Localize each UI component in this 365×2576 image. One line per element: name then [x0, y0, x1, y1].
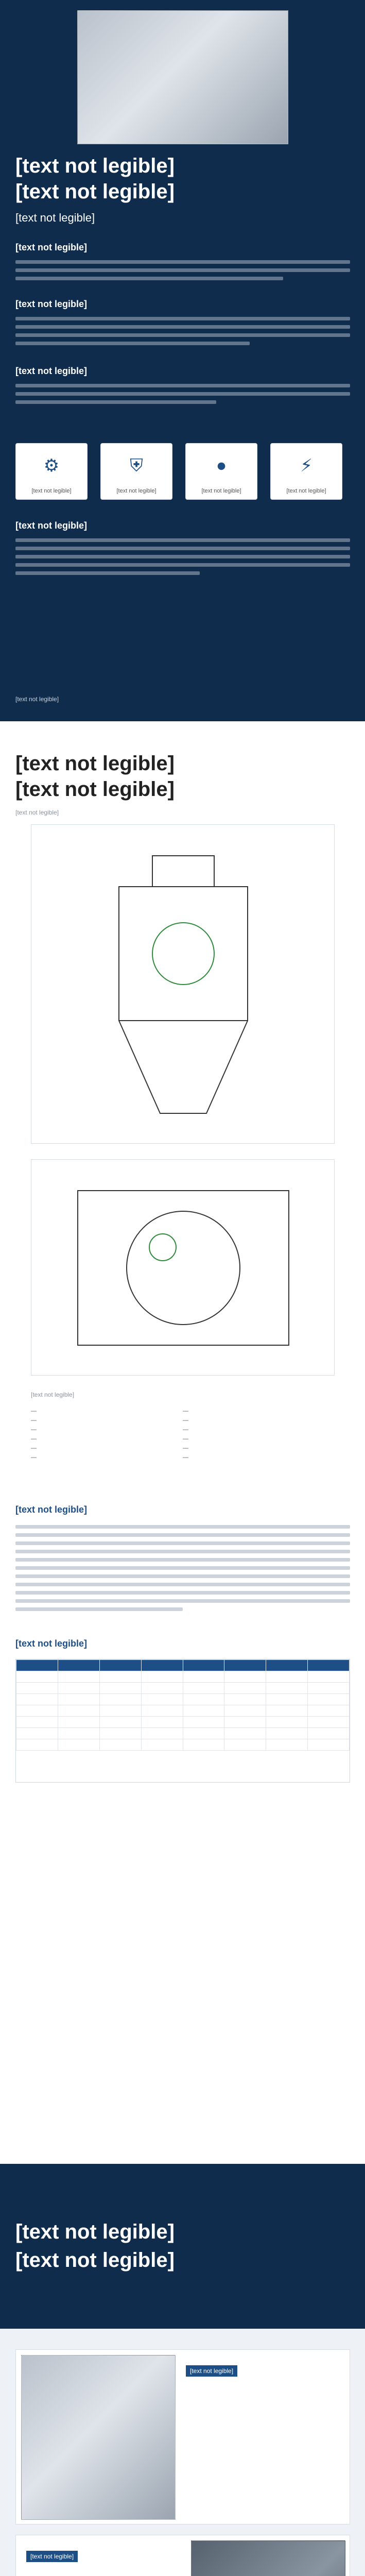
advantages-header	[0, 2164, 365, 2329]
icon-caption-3: [text not legible]	[201, 488, 241, 494]
legibility-notice: [text not legible]	[15, 696, 59, 703]
bolt-icon: ⚡	[300, 456, 312, 476]
drop-icon: ●	[216, 455, 227, 476]
product-intro-text	[15, 260, 350, 285]
icon-caption-2: [text not legible]	[116, 488, 157, 494]
intro-subtitle: [text not legible]	[15, 211, 95, 224]
advantage-card-1	[15, 2349, 350, 2524]
parts-list: — — — — — — — — — — — —	[31, 1408, 188, 1461]
intro-heading-cn: [text not legible]	[15, 155, 175, 177]
diagram-caption: [text not legible]	[15, 809, 59, 816]
parts-note: [text not legible]	[31, 1391, 75, 1398]
icon-box-1	[15, 443, 88, 500]
top-diagram-svg	[31, 1160, 335, 1376]
product-intro-title: [text not legible]	[15, 242, 87, 252]
work-principle-title: [text not legible]	[15, 299, 87, 309]
icon-box-2	[100, 443, 172, 500]
config-text	[15, 1525, 350, 1616]
features-title: [text not legible]	[15, 366, 87, 376]
advantage-card-2	[15, 2535, 350, 2576]
intro-heading-en: [text not legible]	[15, 180, 175, 203]
advantages-heading-2: [text not legible]	[15, 2249, 175, 2272]
features-text	[15, 384, 350, 409]
work-principle-text	[15, 317, 350, 350]
shield-icon: ⛨	[130, 455, 143, 476]
front-diagram-svg	[31, 825, 335, 1144]
icon-box-4	[270, 443, 342, 500]
advantages-heading-1: [text not legible]	[15, 2221, 175, 2243]
top-diagram	[31, 1159, 335, 1376]
gear-icon: ⚙	[43, 456, 60, 476]
spec-section	[0, 721, 365, 2164]
advantages-section	[0, 2164, 365, 2576]
front-diagram	[31, 824, 335, 1144]
icon-caption-4: [text not legible]	[286, 488, 326, 494]
advantage-photo-2	[191, 2540, 345, 2576]
main-use-text	[15, 538, 350, 580]
icon-caption-1: [text not legible]	[31, 488, 72, 494]
advantage-label-1: [text not legible]	[186, 2365, 237, 2377]
table-title: [text not legible]	[15, 1638, 87, 1649]
advantage-label-2: [text not legible]	[26, 2551, 78, 2562]
product-hero-photo	[77, 10, 288, 144]
icon-box-3	[185, 443, 257, 500]
spec-table	[15, 1659, 350, 1783]
intro-section	[0, 0, 365, 721]
main-use-title: [text not legible]	[15, 520, 87, 531]
advantage-photo-1	[21, 2355, 176, 2520]
config-title: [text not legible]	[15, 1504, 87, 1515]
spec-heading-1: [text not legible]	[15, 752, 175, 775]
spec-heading-2: [text not legible]	[15, 778, 175, 801]
